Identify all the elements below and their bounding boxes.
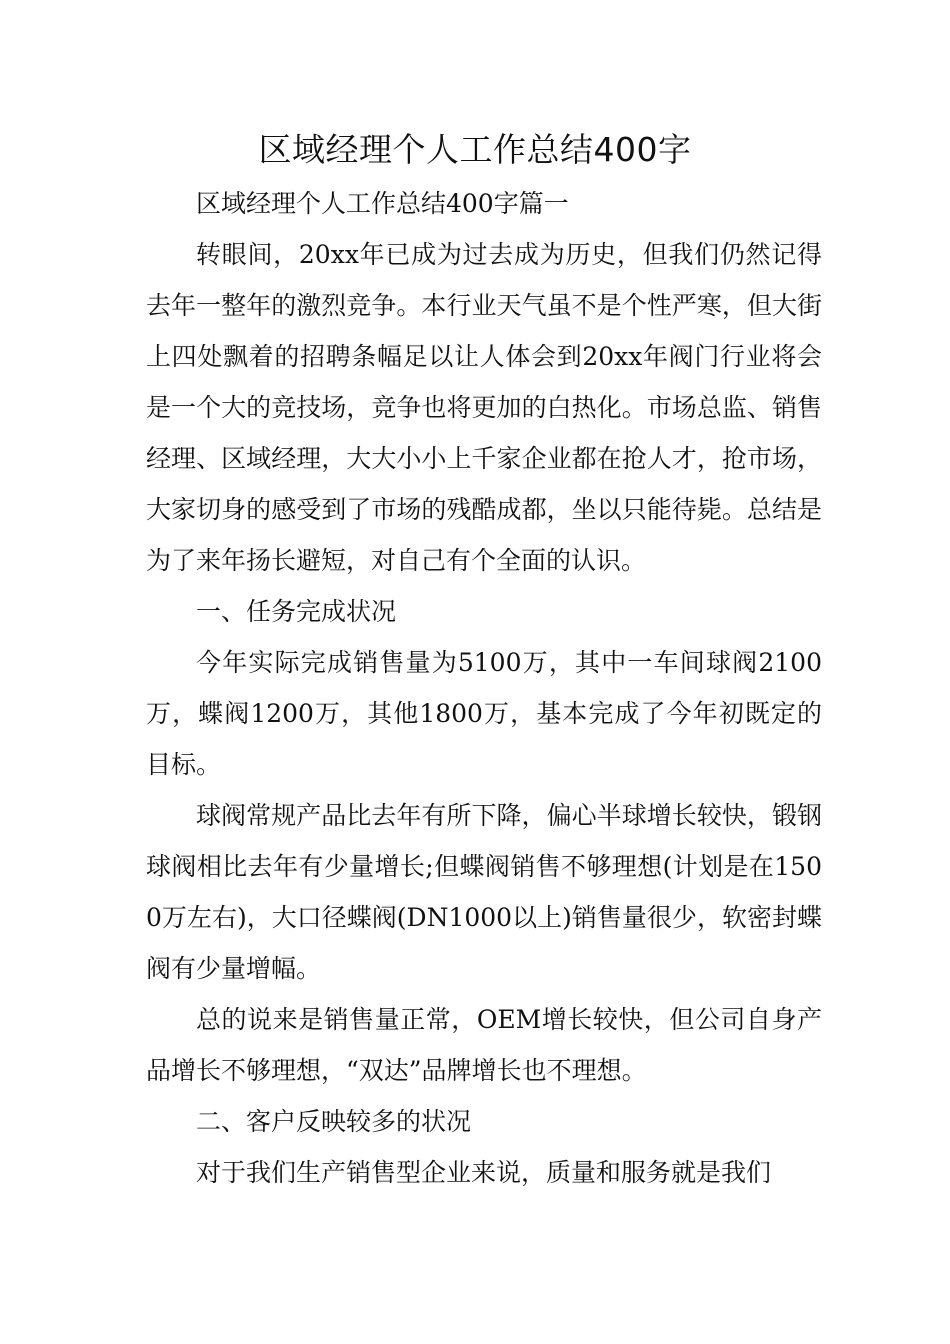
section-heading-task: 一、任务完成状况: [196, 597, 397, 626]
paragraph-summary: 总的说来是销售量正常，OEM增长较快，但公司自身产品增长不够理想，“双达”品牌增长也不理想。: [146, 1005, 822, 1085]
paragraph-intro: 转眼间，20xx年已成为过去成为历史，但我们仍然记得去年一整年的激烈竞争。本行业天气虽不是个性严寒，但大街上四处飘着的招聘条幅足以让人体会到20xx年阀门行业将会是一个大的竞技场，竞争也将更加的白热化。市场总监、销售经理、区域经理，大大小小上千家企业都在抢人才，抢市场，大家切身的感受到了市场的残酷成都，坐以只能待毙。总结是为了来年扬长避短，对自己有个全面的认识。: [146, 240, 822, 575]
paragraph-sales: 今年实际完成销售量为5100万，其中一车间球阀2100万，蝶阀1200万，其他1800万，基本完成了今年初既定的目标。: [146, 648, 822, 779]
section-heading-customers: 二、客户反映较多的状况: [196, 1107, 472, 1136]
document-title: 区域经理个人工作总结400字: [258, 130, 692, 169]
paragraph-quality: 对于我们生产销售型企业来说，质量和服务就是我们: [196, 1158, 772, 1187]
document-body: [146, 178, 822, 1198]
paragraph-products: 球阀常规产品比去年有所下降，偏心半球增长较快，锻钢球阀相比去年有少量增长;但蝶阀销售不够理想(计划是在1500万左右)，大口径蝶阀(DN1000以上)销售量很少，软密封蝶阀有少量增幅。: [146, 801, 822, 983]
subheading: 区域经理个人工作总结400字篇一: [196, 189, 569, 218]
